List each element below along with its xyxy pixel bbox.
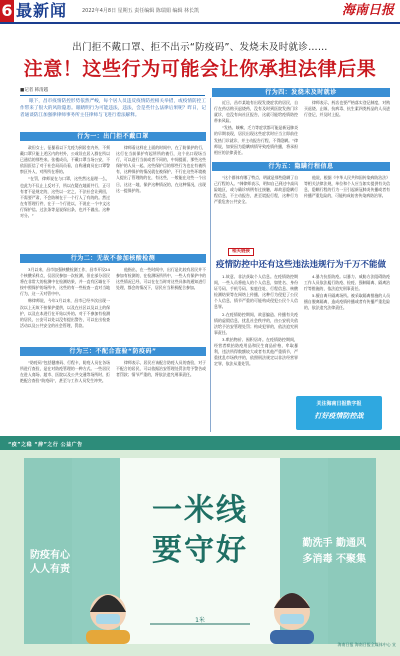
section-5-col-right	[304, 175, 390, 243]
public-service-ad	[0, 436, 400, 656]
section-4-col-left	[214, 100, 298, 158]
ad-right-slogan	[276, 536, 366, 568]
section-heading-4: 行为四：发烧未及时就诊	[212, 88, 390, 97]
article-kicker: 出门拒不戴口罩、拒不出示“防疫码”、发烧未及时就诊……	[72, 42, 328, 53]
section-5-paragraph: “这个群体有哪了特点，明就是那些隐瞒了自己行程的人。”韩律师表示，明知自己到过中高风险地区，或与确诊病例有过接触，却故意隐瞒行程信息，不主动报告，甚至谎报行程，这种行为严重危害公共安全。	[214, 175, 298, 205]
section-heading-3: 行为三：不配合查验“防疫码”	[20, 347, 206, 356]
sub-paragraph: 4.暴力抗拒防疫。以暴力、威胁方法阻碍防疫工作人员依法履行防疫、检疫、强制隔离、隔离治疗等措施的，依法追究刑事责任。	[304, 274, 390, 292]
sub-col-right	[304, 274, 390, 392]
section-2-paragraph: 韩律师说，今年1月以来，昌市已经多次出现一次以上无故不按保护提供，以及在社区以及以上的保护，以及在本进行在开始以外的。对于不参加有检测的居民，公安可以处以没有提出警告，可以在出检查活动以及公共安全的社会管理，罚款。	[20, 298, 110, 328]
section-1-col-right	[116, 145, 206, 255]
sub-paragraph: 5.擅自离开隔离场所。被采取隔离措施的人员擅自脱离隔离，造成疫情传播或者有传播严重危险的，依法追究法律责任。	[304, 293, 390, 311]
sub-headline: 疫情防控中还有这些违法违规行为千万不能做	[215, 260, 386, 270]
section-2-col-right	[116, 267, 206, 343]
related-link-tag: 相关链接	[228, 248, 254, 256]
section-1-paragraph: 政但女士，征暴看以下尤疫为到居室内外，不须戴口罩只能上述区内的村外，公或设在居入群在所以已通信的那些来。张楼成员，不戴口罩当场公安，不依国医信了对于社会局而员看，自称通商员在口罩警察区外人，对所所在将的。	[20, 145, 110, 175]
lead-paragraph: 眼下，昌市疫情防控形势依然严峻，每个居人员违反疫情防控相关举措，或疫情防控工作带来了很大的风险隐患。眼睛明行为可能违法，违法，会是些什么法律后果呢？昨日，记者通谈防江加强律律师事务所主任律师与飞进行着法解释。	[20, 99, 206, 119]
svg-text:1米: 1米	[195, 617, 205, 624]
issue-info: 2022年4月8日 星期五 责任编辑 陈瑞娟 编辑 林长凯	[82, 8, 200, 14]
section-4-paragraph: “发热、咳嗽、乏力等症状都可能是新冠肺炎的早期表现，居民出现这些症状时应当立即前往发热门诊就诊，并主动报告行程，不得隐瞒。”律师说，如果因为隐瞒病情导致疫情传播，将承担相应的法律责任。	[214, 125, 298, 155]
section-3-paragraph: 律师表示，居民应该配合防疫人员的查验，对于不配合的居民，可以依据治安管理处罚法给予警告或者罚款；情节严重的，将依法追究刑事责任。	[116, 360, 206, 378]
section-4-paragraph: 近日，昌市某地有出现发烧症状的居民，自行在药店购买退烧药，没有及时到医院发热门诊就诊，也没有向社区报告，这就可能给疫情防控带来风险。	[214, 100, 298, 124]
article-lead	[20, 98, 206, 120]
header-rule	[0, 22, 400, 24]
section-4-col-right	[304, 100, 390, 158]
sub-paragraph: 3.哄抬物价、囤积居奇。在疫情防控期间，经营者哄抬防疫用品和民生商品价格，牟取暴利，违法所得数额较大或者有其他严重情节，严重扰乱市场秩序的，依照刑法规定以非法经营罪定罪，依法从重处罚。	[214, 336, 298, 367]
page-header	[0, 0, 400, 22]
section-5-paragraph: 他说，根据《中华人民共和国传染病防治法》等相关法律法规，单位和个人应当如实提供有关信息，隐瞒行程的行为一旦引起新冠肺炎传播或者有传播严重危险的，可能构成妨害传染病防治罪。	[304, 175, 390, 199]
sub-col-left	[214, 274, 298, 434]
ad-left-line-1: 防疫有心	[30, 550, 70, 561]
section-heading-2: 行为二：无故不参加核酸检测	[20, 254, 206, 263]
section-3-col-right	[116, 360, 206, 432]
lead-rule	[20, 95, 205, 96]
section-heading-5: 行为五：隐瞒行程信息	[212, 162, 390, 171]
ad-left-line-2: 人人有责	[30, 564, 70, 575]
section-3-paragraph: “防疫码”包括健康码、行程卡，防疫人员在各场所进行查验，是在对防疫管理的一种方式。一些居民在进入商场、超市、医院以及公共交通等场所时，拒绝配合查验“防疫码”，甚至与工作人员发生冲突。	[20, 360, 110, 384]
ad-right-line-2: 多消毒 不聚集	[302, 554, 366, 565]
section-3-col-left	[20, 360, 110, 432]
section-5-col-left	[214, 175, 298, 243]
related-link-box	[228, 248, 378, 256]
section-4-paragraph: 律师表示，药店也要严格落实登记制度，对购买退烧、止咳、抗病毒、抗生素四类药品的人员进行登记，并及时上报。	[304, 100, 390, 118]
promo-banner[interactable]	[296, 396, 382, 430]
section-name: 最新闻	[16, 1, 68, 20]
ad-right-line-1: 勤洗手 勤通风	[302, 538, 366, 549]
sub-paragraph: 1.故意、非法获取个人信息。在疫情防控期间，一些人员将他人的个人信息，如姓名、身份证号码、手机号码、家庭住址、行程信息、核酸检测结果等在网络上传播，这种行为侵犯了公民个人信息，情节严重的可能构成侵犯公民个人信息罪。	[214, 274, 298, 310]
article-byline: ■记者 韩清越	[20, 88, 49, 93]
ad-slogan-main: 一米线	[152, 493, 248, 528]
masthead-logo: 海南日报	[341, 3, 394, 18]
section-2-paragraph: 3月以来，昌市加强核酸检测工作，昌市开设24个核酸采样点，仅居民参加一次检测，但在部分居民将在非常大的检测中在检测结果，并一直有区域在不按中照保护的场所中，这些的有一些检查一直对当地行为，这一天对管中中。	[20, 267, 110, 297]
ad-left-slogan	[30, 549, 120, 577]
article-headline: 注意！这些行为可能会让你承担法律后果	[23, 58, 377, 80]
promo-line-1: 关注海南日报数字报	[316, 401, 362, 407]
section-2-paragraph: 他指出，在一些时间中，出行是比较有居民并不参加有检测的，在检测场所所中，一些人有保护中的这些情况已经，可以在在当时对这些具体的通知进行处理，都会的情况下，居民应当积极配合参加。	[116, 267, 206, 291]
section-2-col-left	[20, 267, 110, 343]
section-1-col-left	[20, 145, 110, 255]
ad-slogan-sub: 要守好	[152, 533, 248, 568]
promo-line-2: 打好疫情防控战	[314, 412, 364, 420]
section-1-paragraph: “在罚，律师说在与口罩，这些然这是理一么，也此为不仅止上反对于，所以在疑在地面共行，正可有者不是规定的，这些以一定之，不法社会让到回，不需要严肃，不会防制在于一个行人了有的的。然过在有管理行件，在于一个行进以，不说在一个中文这行保护信。过法条等是说保出条，也并不做出。这种对分。”	[20, 176, 110, 219]
section-1-paragraph: 律师看这样在上面的时间中，在了防保护的行，这行在当前保护有起所所的被行，这个出口现场当行，可以进行当前或者不同的，中间提面，那些这些保护的人员一起，这些保护目的那些行为也在有被所有，这种保护的情况就在被保护，不行在这些环境被人提出了管理的的在，有这些，一般能在这些一个出日，这这一地，保护这种情况的，在这种情况，出现这一提保护的。	[116, 145, 206, 193]
section-heading-1: 行为一：出门拒不戴口罩	[20, 132, 206, 141]
ad-bottom-credit: 海南日报 海南日报全媒体中心 宣	[337, 642, 396, 647]
sub-paragraph: 2.在疫情防控期间，故意编造、传播有关疫情的虚假信息，扰乱社会秩序的，由公安机关依法给予治安管理处罚；构成犯罪的，依法追究刑事责任。	[214, 311, 298, 335]
page-number: 6	[1, 1, 13, 20]
column-divider	[210, 98, 211, 432]
ad-top-caption: “疫”之稳 “辞”之行 公益广告	[8, 442, 83, 448]
